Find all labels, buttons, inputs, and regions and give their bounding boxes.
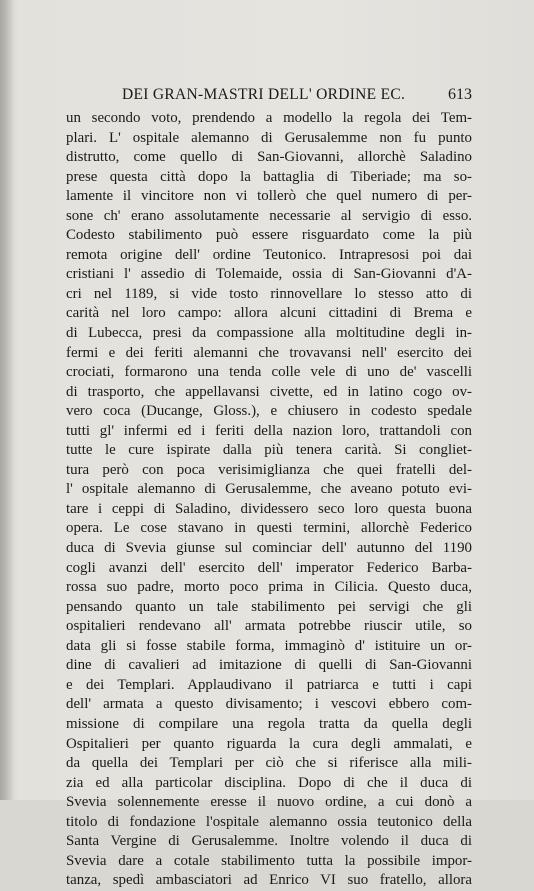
text-line: cogli avanzi dell' esercito dell' imperator Federico Barba- xyxy=(66,559,472,576)
text-line: sone ch' erano assolutamente necessarie al servigio di esso. xyxy=(66,207,472,224)
text-line: tutti gl' infermi ed i feriti della nazion loro, trattandoli con xyxy=(66,422,472,439)
text-line: carità nel loro campo: allora alcuni cittadini di Brema e xyxy=(66,305,472,322)
text-line: Svevia dare a cotale stabilimento tutta la possibile impor- xyxy=(66,852,472,869)
text-line: Santa Vergine di Gerusalemme. Inoltre volendo il duca di xyxy=(66,833,472,850)
gutter-shadow xyxy=(0,0,14,800)
text-line: prese questa città dopo la battaglia di Tiberiade; ma so- xyxy=(66,168,472,185)
page-number: 613 xyxy=(448,86,472,103)
text-line: l' ospitale alemanno di Gerusalemme, che aveano potuto evi- xyxy=(66,481,472,498)
text-line: missione di compilare una regola tratta da quella degli xyxy=(66,715,472,732)
text-line: titolo di fondazione l'ospitale alemanno ossia teutonico della xyxy=(66,813,472,830)
text-line: opera. Le cose stavano in questi termini, allorchè Federico xyxy=(66,520,472,537)
text-line: pensando quanto un tale stabilimento pei servigi che gli xyxy=(66,598,472,615)
text-line: di Lubecca, presi da compassione alla moltitudine degli in- xyxy=(66,325,472,342)
text-line: tanza, spedì ambasciatori ad Enrico VI suo fratello, allora xyxy=(66,872,472,889)
text-line: Codesto stabilimento può essere risguardato come la più xyxy=(66,227,472,244)
text-line: di trasporto, che appellavansi civette, ed in latino cogo ov- xyxy=(66,383,472,400)
text-line: distrutto, come quello di San-Giovanni, allorchè Saladino xyxy=(66,149,472,166)
text-line: Ospitalieri per quanto riguarda la cura degli ammalati, e xyxy=(66,735,472,752)
text-line: e dei Templari. Applaudivano il patriarca e tutti i capi xyxy=(66,676,472,693)
running-head xyxy=(66,86,472,108)
text-line: fermi e dei feriti alemanni che trovavansi nell' esercito dei xyxy=(66,344,472,361)
text-line: plari. L' ospitale alemanno di Gerusalemme non fu punto xyxy=(66,129,472,146)
text-line: tutte le cure ispirate dalla più tenera carità. Si congliet- xyxy=(66,442,472,459)
text-line: ospitalieri rendevano all' armata potrebbe riuscir utile, so xyxy=(66,618,472,635)
text-line: remota origine dell' ordine Teutonico. Intrapresosi poi dai xyxy=(66,246,472,263)
running-title: DEI GRAN-MASTRI DELL' ORDINE EC. xyxy=(122,86,406,103)
text-line: da quella dei Templari per ciò che si riferisce alla mili- xyxy=(66,755,472,772)
text-line: Svevia solennemente eresse il nuovo ordine, a cui donò a xyxy=(66,794,472,811)
body-text xyxy=(66,109,472,891)
text-line: dine di cavalieri ad imitazione di quelli di San-Giovanni xyxy=(66,657,472,674)
text-line: vero coca (Ducange, Gloss.), e chiusero in codesto spedale xyxy=(66,403,472,420)
text-line: data gli si fosse stabile forma, immaginò d' istituire un or- xyxy=(66,637,472,654)
text-line: un secondo voto, prendendo a modello la regola dei Tem- xyxy=(66,110,472,126)
text-line: tare i ceppi di Saladino, dividessero seco loro questa buona xyxy=(66,500,472,517)
text-line: cri nel 1189, si vide tosto rinnovellare lo stesso atto di xyxy=(66,285,472,302)
text-line: duca di Svevia giunse sul cominciar dell' autunno del 1190 xyxy=(66,540,472,557)
text-line: tura però con poca verisimiglianza che quei fratelli del- xyxy=(66,461,472,478)
text-line: lamente il vincitore non vi tollerò che quel numero di per- xyxy=(66,188,472,205)
text-line: dell' armata a questo divisamento; i vescovi ebbero com- xyxy=(66,696,472,713)
text-line: cristiani l' assedio di Tolemaide, ossia di San-Giovanni d'A- xyxy=(66,266,472,283)
text-line: crociati, formarono una tenda colle vele di uno de' vascelli xyxy=(66,364,472,381)
text-line: zia ed alla particolar disciplina. Dopo di che il duca di xyxy=(66,774,472,791)
text-line: rossa suo padre, morto poco prima in Cilicia. Questo duca, xyxy=(66,579,472,596)
